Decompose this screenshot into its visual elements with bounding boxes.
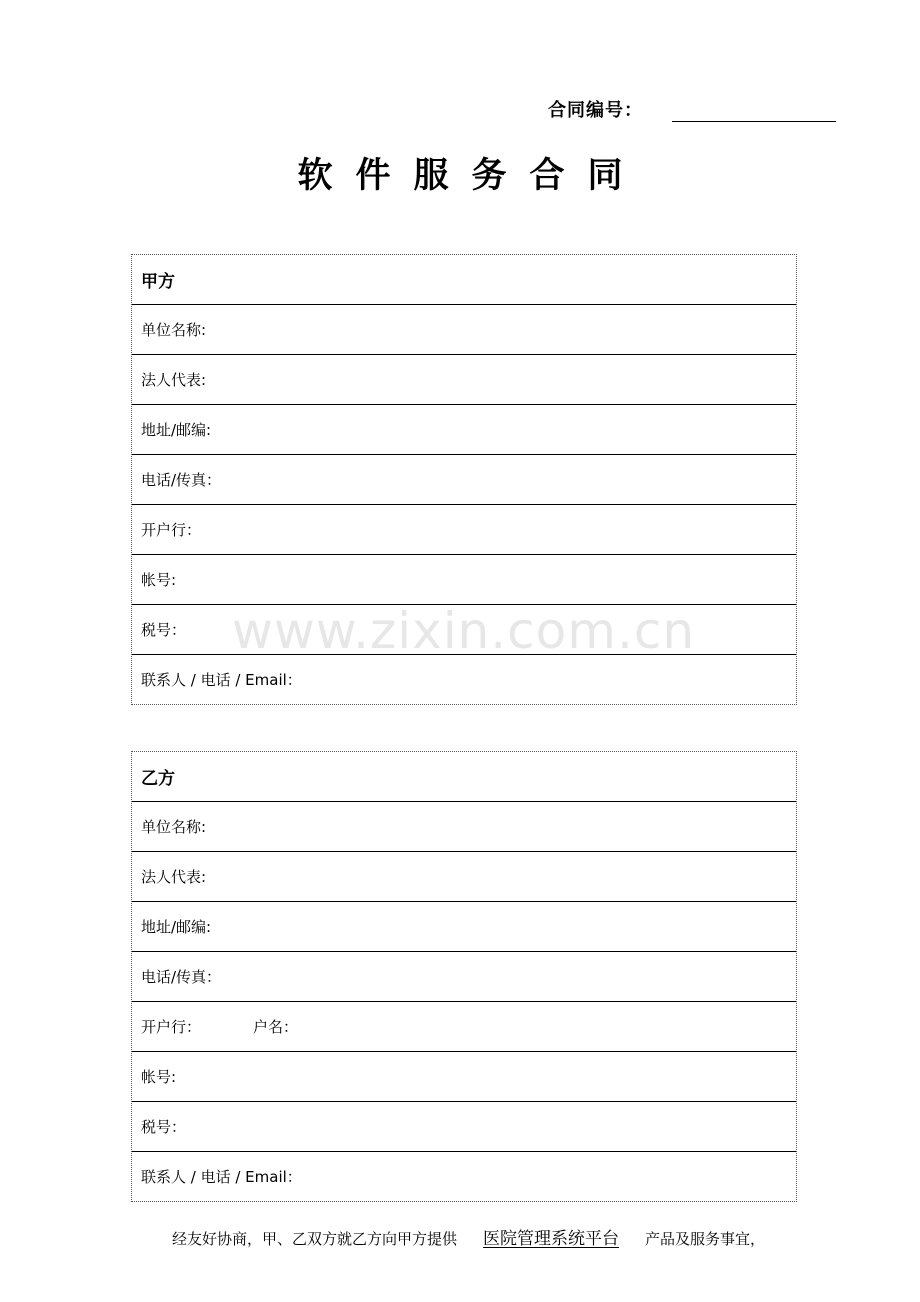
party-b-field-address: 地址/邮编: <box>132 902 796 952</box>
party-b-field-bank-row <box>132 1002 796 1052</box>
document-title: 软件服务合同 <box>297 156 646 196</box>
contract-number-label: 合同编号： <box>548 100 643 121</box>
party-b-field-phone-fax: 电话/传真： <box>132 952 796 1002</box>
party-a-table <box>131 254 797 705</box>
party-a-field-legal-rep: 法人代表: <box>132 355 796 405</box>
party-b-field-legal-rep: 法人代表: <box>132 852 796 902</box>
party-a-field-phone-fax: 电话/传真： <box>132 455 796 505</box>
party-b-field-contact: 联系人 / 电话 / Email： <box>141 1168 302 1186</box>
preamble-paragraph <box>172 1224 765 1249</box>
party-a-field-company: 单位名称: <box>132 305 796 355</box>
party-b-field-account: 帐号: <box>132 1052 796 1102</box>
party-a-field-tax-id: 税号： <box>132 605 796 655</box>
party-a-field-account: 帐号: <box>132 555 796 605</box>
party-a-field-address: 地址/邮编: <box>132 405 796 455</box>
party-b-table <box>131 751 797 1202</box>
party-a-field-contact: 联系人 / 电话 / Email： <box>141 671 302 689</box>
contract-number-blank <box>672 121 836 122</box>
preamble-before: 经友好协商，甲、乙双方就乙方向甲方提供 <box>172 1230 458 1248</box>
party-a-field-bank: 开户行： <box>132 505 796 555</box>
preamble-after: 产品及服务事宜， <box>645 1230 766 1248</box>
party-b-field-account-name: 户名： <box>253 1018 299 1036</box>
party-b-field-tax-id: 税号： <box>132 1102 796 1152</box>
party-b-heading: 乙方 <box>132 752 796 802</box>
party-a-heading: 甲方 <box>132 255 796 305</box>
watermark-text: www.zixin.com.cn <box>232 602 696 660</box>
party-b-field-company: 单位名称: <box>132 802 796 852</box>
preamble-product-name: 医院管理系统平台 <box>483 1229 620 1249</box>
party-b-field-bank: 开户行： <box>141 1018 202 1036</box>
